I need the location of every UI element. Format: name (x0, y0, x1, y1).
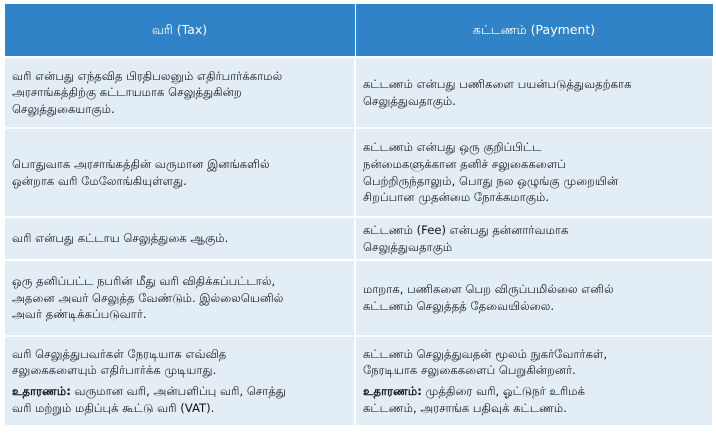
payment-cell (355, 128, 713, 217)
cell-line: சிறப்பான முதன்மை நோக்கமாகும். (363, 190, 550, 205)
tax-cell (4, 57, 355, 128)
header-row (4, 4, 713, 58)
payment-cell (355, 217, 713, 260)
cell-line: அரசாங்கத்திற்கு கட்டாயமாக செலுத்துகின்ற (12, 85, 242, 100)
header-payment: கட்டணம் (Payment) (355, 4, 713, 58)
example-label: உதாரணம்: (363, 384, 422, 398)
cell-line: நன்மைகளுக்கான தனிச் சலுகைகளைப் (363, 156, 566, 171)
table-row (4, 128, 713, 217)
payment-cell (355, 57, 713, 128)
payment-example (363, 383, 705, 416)
cell-line: நேரடியாக சலுகைகளைப் பெறுகின்றனர். (363, 363, 576, 378)
tax-cell (4, 217, 355, 260)
example-text: முத்திரை வரி, ஓட்டுநர் உரிமக் (421, 384, 585, 398)
cell-line: வரி என்பது எந்தவித பிரதிபலனும் எதிர்பார்க்காமல் (12, 68, 283, 83)
cell-line: கட்டணம் என்பது ஒரு குறிப்பிட்ட (363, 140, 542, 155)
tax-cell (4, 128, 355, 217)
example-label: உதாரணம்: (12, 384, 71, 398)
cell-line: பெற்றிருந்தாலும், பொது நல ஒழுங்கு முறையின் (363, 173, 619, 188)
table-row (4, 217, 713, 260)
tax-vs-payment-table (3, 3, 714, 427)
cell-line: செலுத்துவதாகும். (363, 93, 456, 108)
tax-cell (4, 336, 355, 426)
cell-line: ஒன்றாக வரி மேலோங்கியுள்ளது. (12, 173, 187, 188)
cell-line: சலுகைகளையும் எதிர்பார்க்க முடியாது. (12, 363, 217, 378)
example-line: கட்டணம், அரசாங்க பதிவுக் கட்டணம். (363, 400, 567, 415)
table-row (4, 57, 713, 128)
table-row (4, 336, 713, 426)
cell-line: செலுத்துகையாகும். (12, 101, 115, 116)
example-line (363, 383, 705, 400)
example-text: வருமான வரி, அன்பளிப்பு வரி, சொத்து (70, 384, 286, 398)
table-row (4, 260, 713, 336)
payment-cell (355, 336, 713, 426)
cell-line: மாறாக, பணிகளை பெற விருப்பமில்லை எனில் (363, 282, 614, 297)
cell-line: கட்டணம் என்பது பணிகளை பயன்படுத்துவதற்காக (363, 76, 632, 91)
tax-example (12, 383, 347, 416)
cell-line: ஒரு தனிப்பட்ட நபரின் மீது வரி விதிக்கப்பட்டால், (12, 274, 276, 289)
header-tax: வரி (Tax) (4, 4, 355, 58)
cell-line: வரி செலுத்துபவர்கள் நேரடியாக எவ்வித (12, 346, 227, 361)
example-line (12, 383, 347, 400)
cell-line: அதனை அவர் செலுத்த வேண்டும். இல்லையெனில் (12, 290, 284, 305)
cell-line: செலுத்துவதாகும் (363, 239, 453, 254)
cell-line: அவர் தண்டிக்கப்படுவார். (12, 307, 147, 322)
cell-line: கட்டணம் செலுத்துவதன் மூலம் நுகர்வோர்கள், (363, 346, 608, 361)
cell-line: கட்டணம் (Fee) என்பது தன்னார்வமாக (363, 222, 569, 237)
cell-line: பொதுவாக அரசாங்கத்தின் வருமான இனங்களில் (12, 156, 270, 171)
cell-line: கட்டணம் செலுத்தத் தேவையில்லை. (363, 299, 555, 313)
payment-cell (355, 260, 713, 336)
cell-line: வரி என்பது கட்டாய செலுத்துகை ஆகும். (12, 231, 229, 246)
tax-cell (4, 260, 355, 336)
example-line: வரி மற்றும் மதிப்புக் கூட்டு வரி (VAT). (12, 400, 215, 415)
